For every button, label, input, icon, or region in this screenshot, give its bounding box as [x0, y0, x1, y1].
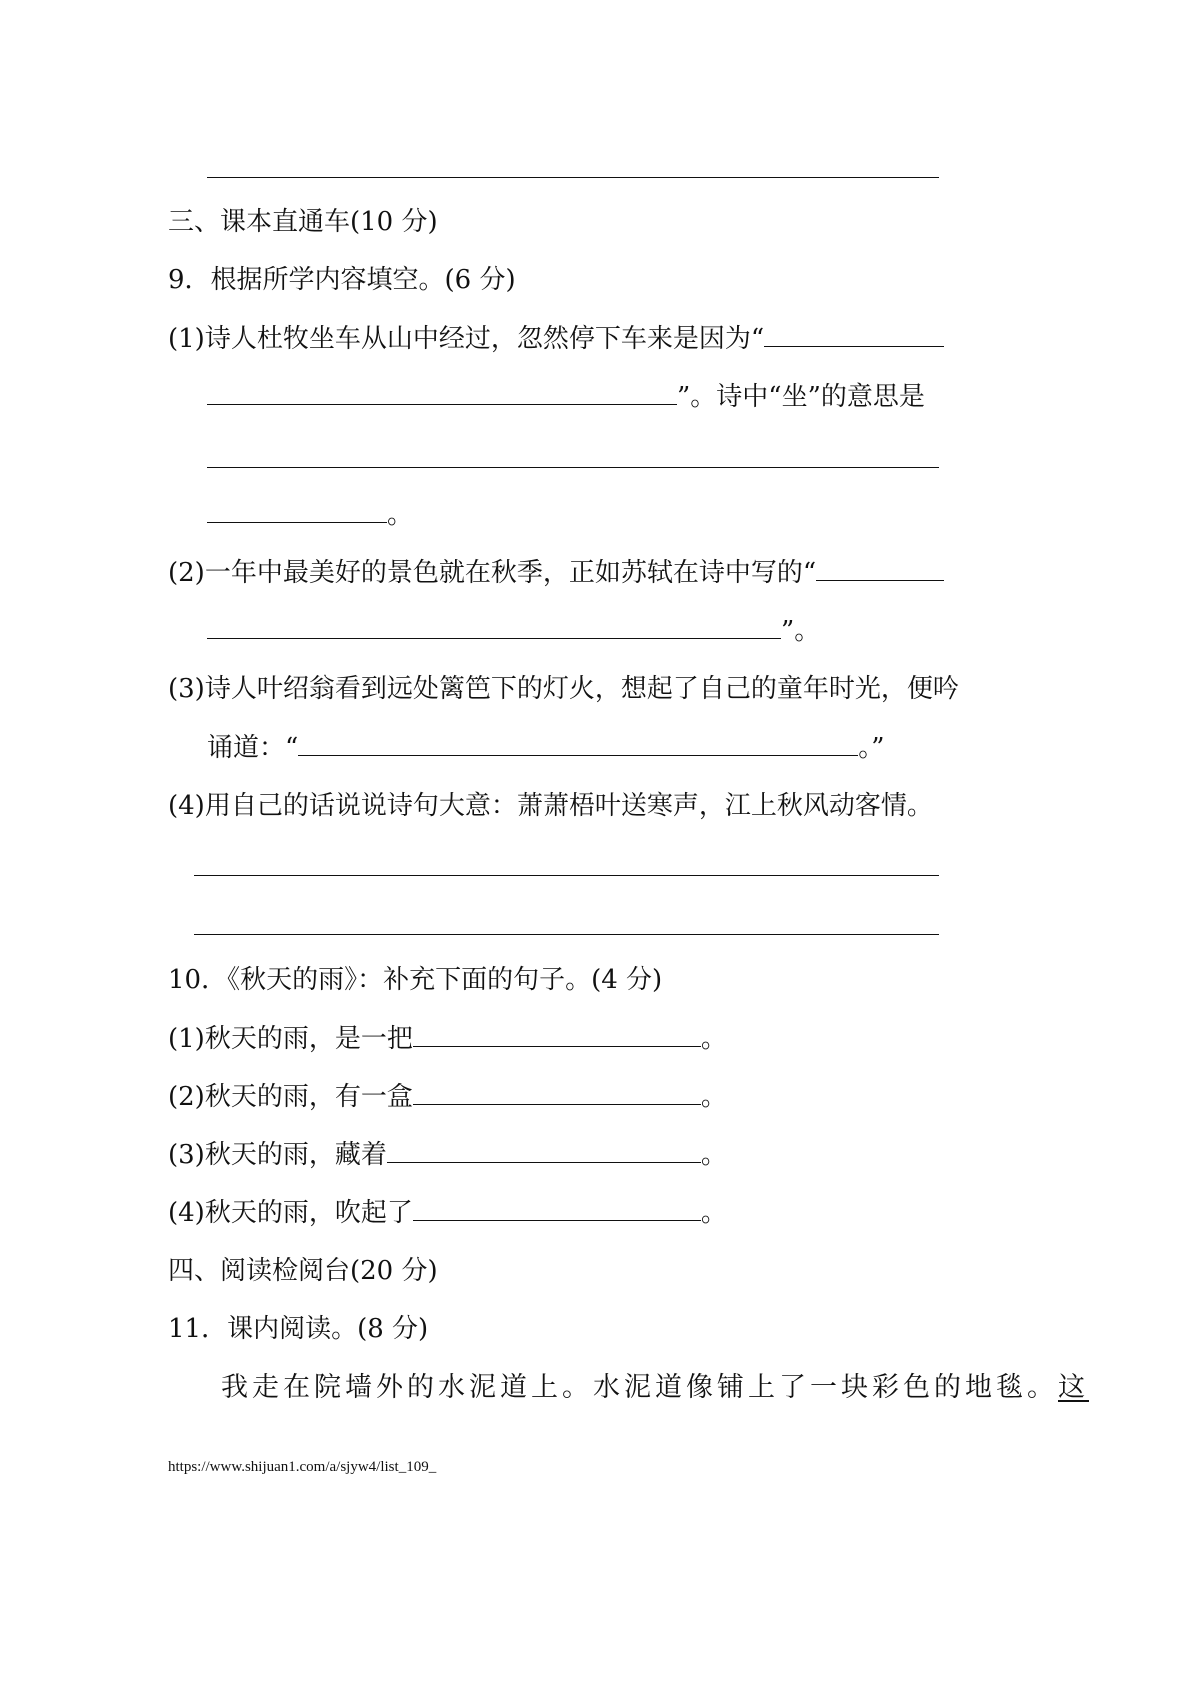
passage-text: 我走在院墙外的水泥道上。水泥道像铺上了一块彩色的地毯。 [221, 1372, 1058, 1403]
section-4-title: 四、阅读检阅台(20 分) [168, 1256, 438, 1286]
q9-part2-tail: ”。 [781, 616, 821, 646]
period: 。 [700, 1024, 727, 1054]
footer-url: https://www.shijuan1.com/a/sjyw4/list_109_ [168, 1459, 437, 1475]
q9-part2-text: (2)一年中最美好的景色就在秋季，正如苏轼在诗中写的“ [168, 558, 817, 588]
fill-blank[interactable] [816, 579, 944, 581]
period: 。 [700, 1198, 727, 1228]
q9-part2-line2 [207, 614, 820, 648]
q9-part1-line2 [207, 380, 925, 414]
q10-item-3-text: (3)秋天的雨，藏着 [168, 1140, 387, 1170]
q10-item-2 [168, 1080, 727, 1114]
q10-item-1 [168, 1022, 727, 1056]
fill-blank[interactable] [413, 1219, 701, 1221]
fill-blank[interactable] [207, 521, 387, 523]
q9-part1-line1 [168, 322, 944, 356]
q9-part3-head: 诵道：“ [207, 733, 299, 763]
answer-line [207, 177, 939, 178]
question-11-stem: 11．课内阅读。(8 分) [168, 1314, 429, 1344]
fill-blank[interactable] [764, 345, 944, 347]
q9-part1-tail: ”。诗中“坐”的意思是 [677, 382, 925, 412]
q10-item-2-text: (2)秋天的雨，有一盒 [168, 1082, 413, 1112]
question-10-stem: 10．《秋天的雨》：补充下面的句子。(4 分) [168, 965, 663, 995]
q9-part3-line2 [207, 731, 885, 765]
period: 。 [700, 1082, 727, 1112]
q9-part1-line4 [207, 498, 413, 532]
q9-part1-end: 。 [387, 500, 414, 530]
fill-blank[interactable] [298, 754, 858, 756]
q9-part2-line1 [168, 556, 944, 590]
underlined-text: 这 [1058, 1372, 1089, 1403]
fill-blank-line[interactable] [207, 467, 939, 468]
q10-item-1-text: (1)秋天的雨，是一把 [168, 1024, 413, 1054]
q10-item-4 [168, 1196, 727, 1230]
question-9-stem: 9．根据所学内容填空。(6 分) [168, 265, 516, 295]
q9-part1-text: (1)诗人杜牧坐车从山中经过，忽然停下车来是因为“ [168, 324, 765, 354]
q9-part3-line1: (3)诗人叶绍翁看到远处篱笆下的灯火，想起了自己的童年时光，便吟 [168, 674, 959, 704]
reading-passage [221, 1371, 1089, 1405]
fill-blank[interactable] [413, 1045, 701, 1047]
q9-part3-tail: 。” [858, 733, 885, 763]
section-3-title: 三、课本直通车(10 分) [168, 207, 438, 237]
q10-item-4-text: (4)秋天的雨，吹起了 [168, 1198, 413, 1228]
fill-blank[interactable] [387, 1161, 701, 1163]
q10-item-3 [168, 1138, 727, 1172]
fill-blank[interactable] [207, 403, 677, 405]
fill-blank-line[interactable] [194, 875, 939, 876]
fill-blank-line[interactable] [194, 934, 939, 935]
period: 。 [700, 1140, 727, 1170]
fill-blank[interactable] [207, 637, 781, 639]
q9-part4-line1: (4)用自己的话说说诗句大意：萧萧梧叶送寒声，江上秋风动客情。 [168, 791, 933, 821]
fill-blank[interactable] [413, 1103, 701, 1105]
